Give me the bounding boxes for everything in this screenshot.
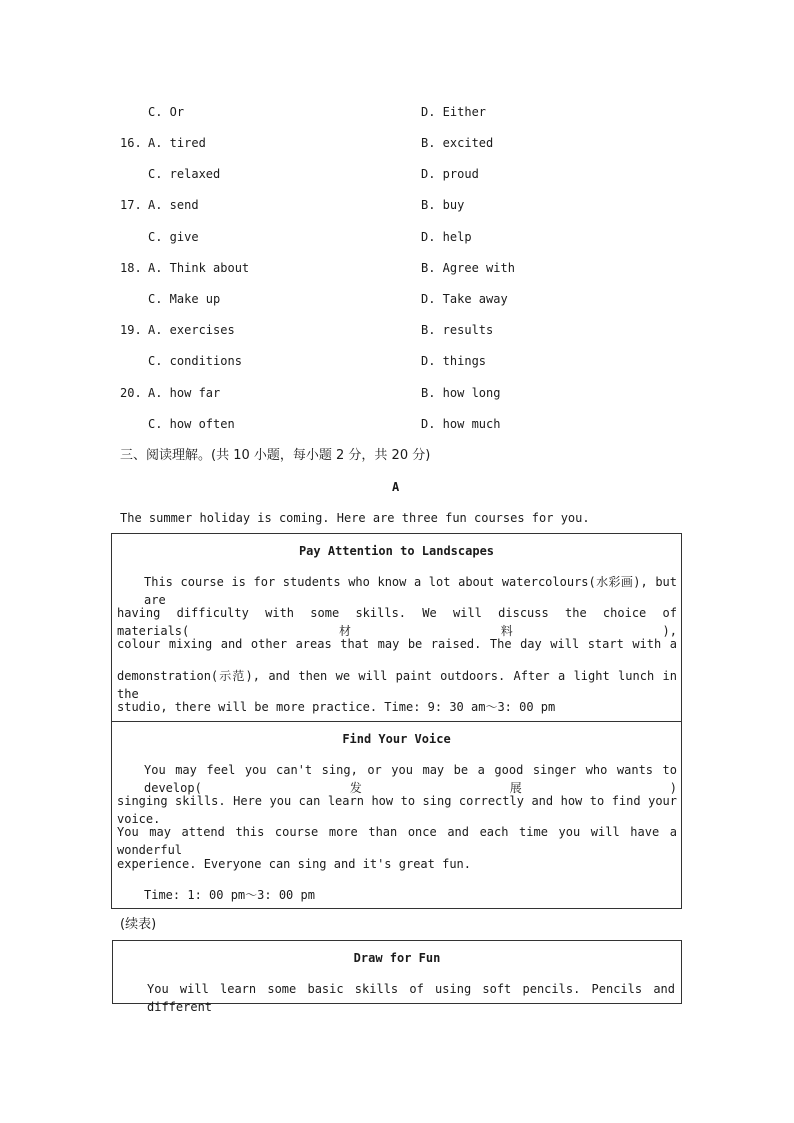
question-number: 16. [120, 136, 142, 150]
option-right: D. proud [421, 167, 479, 181]
option-left: A. tired [148, 136, 206, 150]
option-row [0, 351, 794, 371]
option-row [0, 383, 794, 403]
option-right: B. how long [421, 386, 501, 400]
course-box-landscapes [111, 533, 682, 722]
option-left: C. Or [148, 105, 185, 119]
option-right: B. Agree with [421, 261, 515, 275]
section-title: 三、阅读理解。(共 10 小题，每小题 2 分，共 20 分) [120, 448, 431, 463]
course-text-line: having difficulty with some skills. We will discuss the choice of materials(材料), [117, 606, 677, 638]
option-left: C. give [148, 230, 199, 244]
option-left: C. relaxed [148, 167, 221, 181]
course-title: Pay Attention to Landscapes [298, 544, 495, 558]
course-box-draw [112, 940, 682, 1014]
question-number: 19. [120, 323, 142, 337]
course-title: Draw for Fun [353, 951, 441, 965]
course-text-line: This course is for students who know a lot about watercolours(水彩画), but are [144, 575, 677, 607]
option-row [0, 414, 794, 434]
question-number: 20. [120, 386, 142, 400]
option-right: D. Either [421, 105, 487, 119]
option-left: A. send [148, 198, 199, 212]
continued-label: (续表) [120, 917, 157, 932]
option-right: D. help [421, 230, 472, 244]
course-time: Time: 1: 00 pm～3: 00 pm [144, 888, 315, 902]
passage-intro: The summer holiday is coming. Here are three fun courses for you. [120, 511, 590, 525]
option-row [0, 102, 794, 122]
course-text-line: experience. Everyone can sing and it's great fun. [117, 857, 472, 871]
option-right: B. results [421, 323, 494, 337]
question-number: 17. [120, 198, 142, 212]
passage-label: A [392, 480, 400, 494]
option-left: A. Think about [148, 261, 250, 275]
course-text-line: You will learn some basic skills of using soft pencils. Pencils and different [147, 982, 675, 1014]
option-left: A. exercises [148, 323, 235, 337]
course-text-line: demonstration(示范), and then we will paint outdoors. After a light lunch in the [117, 669, 677, 701]
course-text-line: colour mixing and other areas that may be raised. The day will start with a [117, 637, 677, 651]
option-row [0, 227, 794, 247]
course-box-voice [111, 721, 682, 909]
option-row [0, 258, 794, 278]
course-text-line: studio, there will be more practice. Time: 9: 30 am～3: 00 pm [117, 700, 556, 714]
course-text-line: You may attend this course more than once and each time you will have a wonderful [117, 825, 677, 857]
course-text-line: singing skills. Here you can learn how to sing correctly and how to find your voice. [117, 794, 677, 826]
option-right: D. things [421, 354, 487, 368]
option-left: C. conditions [148, 354, 242, 368]
option-right: B. buy [421, 198, 465, 212]
option-row [0, 289, 794, 309]
option-right: B. excited [421, 136, 494, 150]
option-right: D. Take away [421, 292, 508, 306]
question-number: 18. [120, 261, 142, 275]
course-title: Find Your Voice [342, 732, 451, 746]
course-text-line: You may feel you can't sing, or you may be a good singer who wants to develop(发展) [144, 763, 677, 795]
option-row [0, 164, 794, 184]
option-row [0, 133, 794, 153]
option-left: A. how far [148, 386, 221, 400]
option-left: C. Make up [148, 292, 221, 306]
option-row [0, 320, 794, 340]
option-right: D. how much [421, 417, 501, 431]
option-left: C. how often [148, 417, 235, 431]
option-row [0, 195, 794, 215]
